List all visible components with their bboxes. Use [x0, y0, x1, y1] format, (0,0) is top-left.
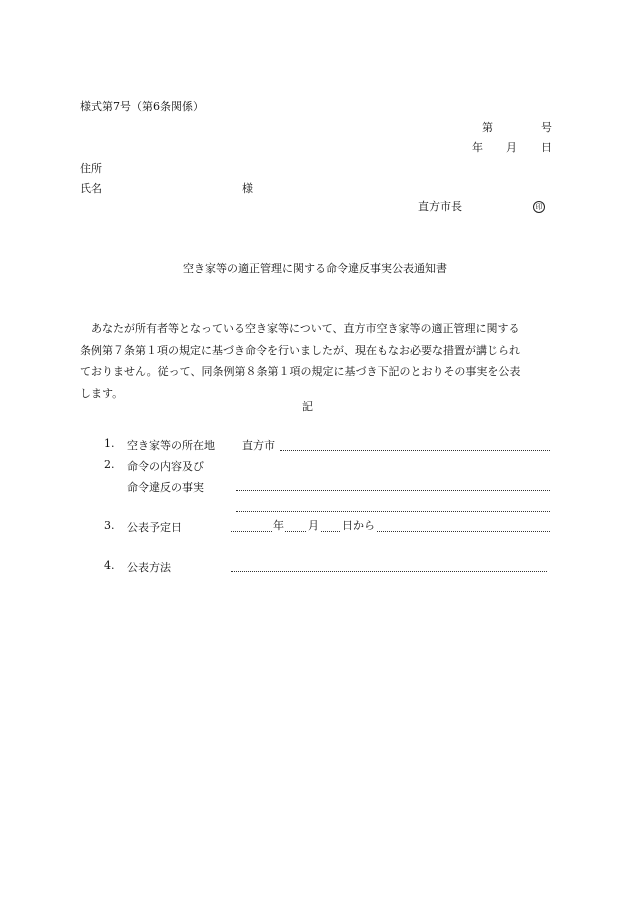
name-label: 氏名	[80, 182, 102, 195]
body-paragraph	[80, 318, 552, 404]
number-suffix: 号	[541, 121, 552, 134]
body-line: ておりません。従って、同条例第８条第１項の規定に基づき下記のとおりその事実を公表	[80, 365, 521, 378]
item-label: 空き家等の所在地	[127, 439, 215, 452]
date-day: 日	[541, 141, 552, 154]
ki-label: 記	[302, 400, 313, 413]
number-prefix: 第	[482, 121, 493, 134]
seal-icon: 印	[533, 201, 545, 213]
fill-line	[236, 490, 550, 491]
fill-line	[280, 450, 550, 451]
item-month: 月	[308, 519, 319, 532]
item-label: 公表方法	[127, 561, 171, 574]
body-line: します。	[80, 386, 124, 400]
item-label-continued: 命令違反の事実	[127, 481, 204, 494]
item-value-city: 直方市	[242, 439, 275, 452]
item-label: 命令の内容及び	[127, 460, 204, 473]
item-number: 2.	[104, 458, 115, 471]
item-day-from: 日から	[342, 519, 375, 532]
item-label: 公表予定日	[127, 521, 182, 534]
body-line: 条例第７条第１項の規定に基づき命令を行いましたが、現在もなお必要な措置が講じられ	[80, 343, 520, 357]
date-month: 月	[506, 141, 517, 154]
fill-line	[236, 511, 550, 512]
seal-mark	[533, 199, 545, 213]
item-number: 4.	[104, 559, 115, 572]
document-title: 空き家等の適正管理に関する命令違反事実公表通知書	[183, 262, 447, 275]
form-label: 様式第7号（第6条関係）	[80, 100, 204, 113]
item-number: 3.	[104, 519, 115, 532]
item-number: 1.	[104, 437, 115, 450]
honorific: 様	[242, 182, 253, 195]
issuer-title: 直方市長	[418, 200, 462, 213]
body-line: あなたが所有者等となっている空き家等について、直方市空き家等の適正管理に関する	[91, 322, 520, 335]
date-year: 年	[472, 141, 483, 154]
item-year: 年	[273, 519, 284, 532]
address-label: 住所	[80, 162, 102, 175]
fill-line	[231, 571, 547, 572]
